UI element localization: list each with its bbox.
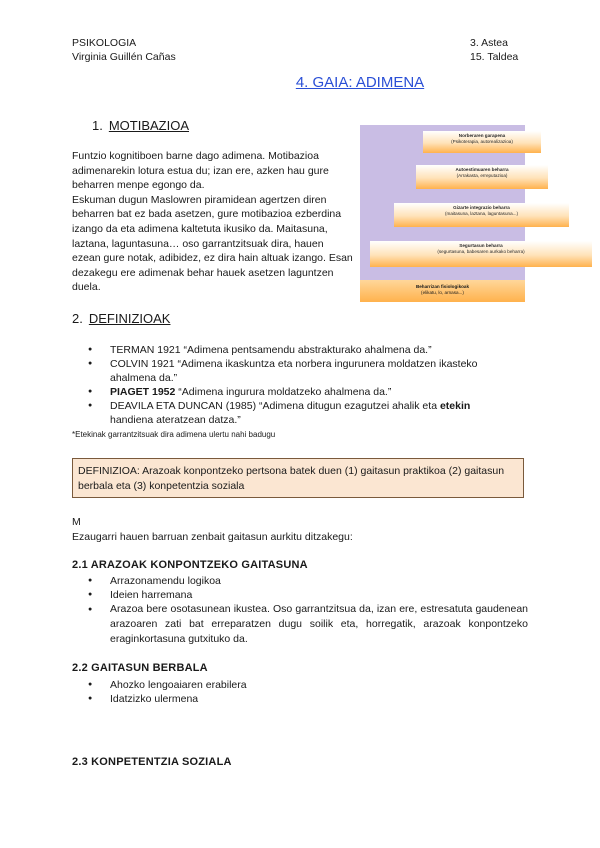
pyramid-level-4: Segurtasun beharra (segurtasuna, babesaren aurkako beharra) [370, 241, 592, 267]
week-label: 3. Astea [470, 37, 508, 49]
pyramid-base-level: Beharrizan fisiologikoak (elikatu, lo, arnasa...) [360, 280, 525, 302]
list-item: ● Ahozko lengoaiaren erabilera [74, 678, 514, 692]
document-header-left [72, 36, 176, 64]
subsection-2-2-list [74, 678, 514, 706]
maslow-pyramid-image [360, 125, 525, 302]
group-label: 15. Taldea [470, 51, 519, 63]
pyramid-level-3: Gizarte integrazio beharra (maitasuna, laztana, laguntasuna...) [394, 203, 569, 227]
pyramid-level-2: Autoestimuaren beharra (Arrakasta, erreputazioa) [416, 165, 548, 189]
intro-text: Ezaugarri hauen barruan zenbait gaitasun aurkitu ditzakegu: [72, 531, 353, 543]
subsection-2-3-heading: 2.3 KONPETENTZIA SOZIALA [72, 756, 232, 768]
list-item: ● Idatzizko ulermena [74, 692, 514, 706]
list-item: ● DEAVILA ETA DUNCAN (1985) “Adimena ditugun ezagutzei ahalik eta etekin handiena ateratzean datza.” [74, 399, 514, 427]
pyramid-level-1: Norberaren garapena (Psikoterapia, autorealizazioa) [423, 131, 541, 153]
definition-box: DEFINIZIOA: Arazoak konpontzeko pertsona batek duen (1) gaitasun praktikoa (2) gaitasun berbala eta (3) konpetentzia soziala [72, 458, 524, 498]
section-2-heading: 2. DEFINIZIOAK [72, 311, 171, 326]
subsection-2-1-list [74, 574, 528, 647]
document-header-right [470, 36, 518, 64]
footnote: *Etekinak garrantzitsuak dira adimena ulertu nahi badugu [72, 430, 276, 439]
list-item: ● COLVIN 1921 “Adimena ikaskuntza eta norbera ingurunera moldatzen ikasteko ahalmena da.” [74, 357, 514, 385]
definitions-list [74, 343, 514, 427]
section-1-paragraph: Funtzio kognitiboen barne dago adimena. Motibazioa adimenarekin lotura estua du; izan ere, azken hau gure beharren menpe egongo da. Eskuman dugun Maslowren piramidean agertzen diren beharren bat ez bada asetzen, gure motibazioa ezberdina izango da eta adimena kaltetuta ikusiko da. Maitasuna, laztana, laguntasuna… oso garrantzitsuak dira, hauen ezean gure notak, adibidez, ez dira hain altuak izango. Esan dezakegu ere adimenak behar hauek asetzen laguntzen duela. [72, 150, 353, 294]
stray-letter: M [72, 516, 81, 528]
list-item: ● PIAGET 1952 “Adimena ingurura moldatzeko ahalmena da.” [74, 385, 514, 399]
list-item: ● Arazoa bere osotasunean ikustea. Oso garrantzitsua da, izan ere, estresatuta gaudenean arazoaren zati bat erreparatzen dugu soilik eta, horregatik, arazoak konpontzeko eraginkortasuna gutxituko da. [74, 602, 528, 647]
page-title: 4. GAIA: ADIMENA [295, 74, 425, 91]
subsection-2-2-heading: 2.2 GAITASUN BERBALA [72, 662, 208, 674]
subsection-2-1-heading: 2.1 ARAZOAK KONPONTZEKO GAITASUNA [72, 559, 308, 571]
list-item: ● Arrazonamendu logikoa [74, 574, 528, 588]
list-item: ● Ideien harremana [74, 588, 528, 602]
list-item: ● TERMAN 1921 “Adimena pentsamendu abstrakturako ahalmena da.” [74, 343, 514, 357]
section-1-heading: 1. MOTIBAZIOA [92, 118, 190, 133]
author-name: Virginia Guillén Cañas [72, 51, 176, 63]
subject-label: PSIKOLOGIA [72, 37, 137, 49]
